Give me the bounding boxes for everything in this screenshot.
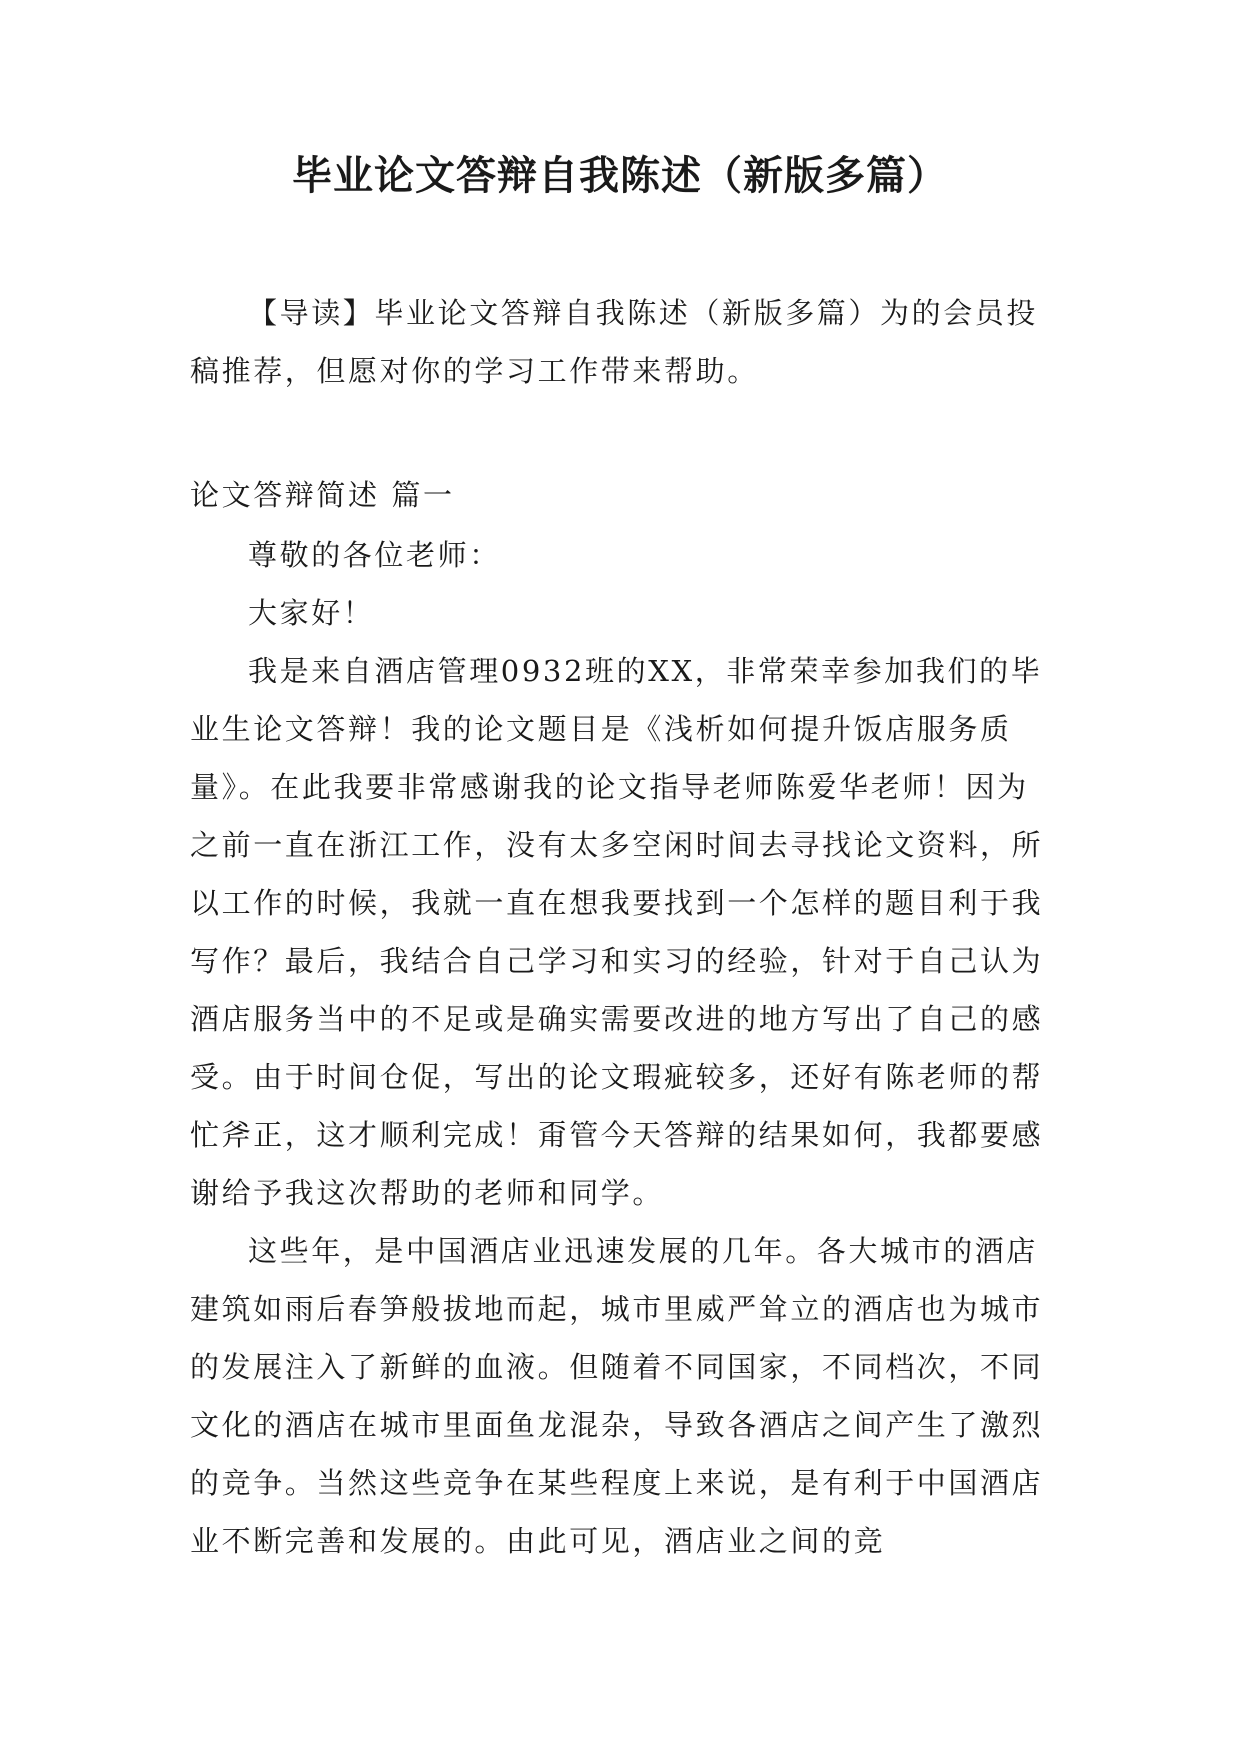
section-heading-block bbox=[190, 466, 1060, 524]
document-title: 毕业论文答辩自我陈述（新版多篇） bbox=[292, 152, 948, 199]
section-heading: 论文答辩简述 篇一 bbox=[190, 478, 455, 512]
lead-section bbox=[190, 284, 1060, 400]
main-body bbox=[190, 526, 1060, 1570]
paragraph-industry: 这些年，是中国酒店业迅速发展的几年。各大城市的酒店建筑如雨后春笋般拔地而起，城市里威严耸立的酒店也为城市的发展注入了新鲜的血液。但随着不同国家，不同档次，不同文化的酒店在城市里面鱼龙混杂，导致各酒店之间产生了激烈的竞争。当然这些竞争在某些程度上来说，是有利于中国酒店业不断完善和发展的。由此可见，酒店业之间的竞 bbox=[190, 1234, 1044, 1558]
paragraph-greeting: 大家好！ bbox=[248, 596, 375, 630]
paragraph-salutation: 尊敬的各位老师： bbox=[248, 538, 501, 572]
paragraph-introduction: 我是来自酒店管理0932班的XX，非常荣幸参加我们的毕业生论文答辩！我的论文题目是《浅析如何提升饭店服务质量》。在此我要非常感谢我的论文指导老师陈爱华老师！因为之前一直在浙江工作，没有太多空闲时间去寻找论文资料，所以工作的时候，我就一直在想我要找到一个怎样的题目利于我写作？最后，我结合自己学习和实习的经验，针对于自己认为酒店服务当中的不足或是确实需要改进的地方写出了自己的感受。由于时间仓促，写出的论文瑕疵较多，还好有陈老师的帮忙斧正，这才顺利完成！甭管今天答辩的结果如何，我都要感谢给予我这次帮助的老师和同学。 bbox=[190, 654, 1044, 1210]
lead-paragraph: 【导读】毕业论文答辩自我陈述（新版多篇）为的会员投稿推荐，但愿对你的学习工作带来帮助。 bbox=[190, 296, 1039, 388]
